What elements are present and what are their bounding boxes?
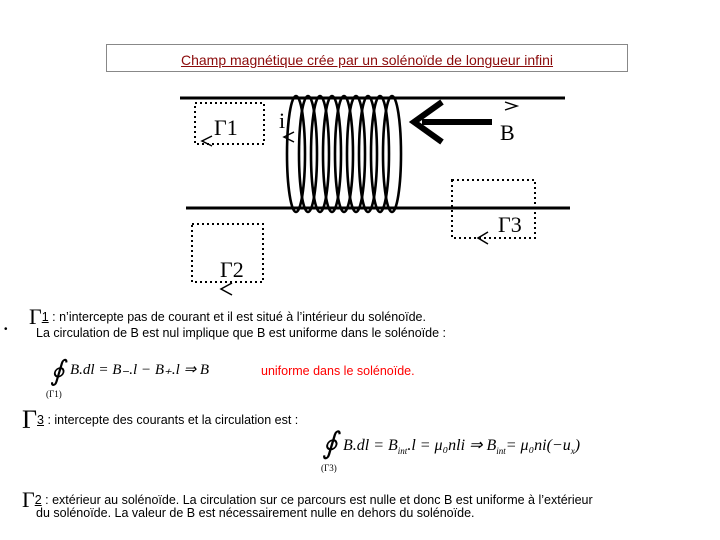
uniform-note: uniforme dans le solénoïde. xyxy=(261,364,415,378)
gamma3-text: : intercepte des courants et la circulation est : xyxy=(43,413,299,427)
b-vector-arrow xyxy=(505,102,517,110)
gamma2-paragraph: Γ2 : extérieur au solénoïde. La circulation sur ce parcours est nulle et donc B est uniforme à l’extérieur xyxy=(22,487,593,512)
equation-gamma3-path: (Γ3) xyxy=(321,463,337,473)
gamma3-symbol: Γ xyxy=(22,405,38,434)
solenoid-coils xyxy=(287,96,401,212)
page-title: Champ magnétique crée par un solénoïde de longueur infini xyxy=(106,44,628,72)
gamma1-line2: La circulation de B est nul implique que B est uniforme dans le solénoïde : xyxy=(36,326,446,340)
equation-gamma1 xyxy=(46,355,256,400)
current-arrow xyxy=(284,132,294,142)
bullet: • xyxy=(4,324,8,335)
gamma2-label: Γ2 xyxy=(220,257,244,282)
gamma1-label: Γ1 xyxy=(214,115,238,140)
b-label: B xyxy=(500,120,515,145)
integral-sign-3: ∮ xyxy=(322,427,338,460)
gamma2-index: 2 xyxy=(34,493,42,507)
gamma1-paragraph xyxy=(29,301,426,327)
integral-sign-1: ∮ xyxy=(50,356,65,387)
gamma2-line2: du solénoïde. La valeur de B est nécessairement nulle en dehors du solénoïde. xyxy=(36,506,475,520)
gamma3-paragraph xyxy=(22,401,299,434)
equation-gamma3 xyxy=(318,428,678,476)
gamma1-symbol: Γ xyxy=(29,304,42,329)
equation-gamma3-text: $B.dl = B_{int}.l = \mu_0nli$ ⇒ $B_{int}= \mu_0ni(-u_x)$ xyxy=(343,437,581,457)
b-field-arrow xyxy=(414,102,492,142)
equation-gamma1-path: (Γ1) xyxy=(46,389,62,399)
gamma3-label: Γ3 xyxy=(498,212,522,237)
current-label: i xyxy=(279,108,286,133)
gamma3-index: 3 xyxy=(37,413,44,427)
gamma1-text: : n’intercepte pas de courant et il est situé à l’intérieur du solénoïde. xyxy=(48,310,426,324)
gamma2-arrow xyxy=(221,283,232,295)
gamma2-symbol: Γ xyxy=(22,487,35,512)
gamma1-index: 1 xyxy=(41,310,49,324)
equation-gamma1-text: B.dl = B₋.l − B₊.l ⇒ B xyxy=(70,362,210,378)
gamma2-text: extérieur au solénoïde. La circulation sur ce parcours est nulle et donc B est uniforme à l’extérieur xyxy=(52,493,593,507)
